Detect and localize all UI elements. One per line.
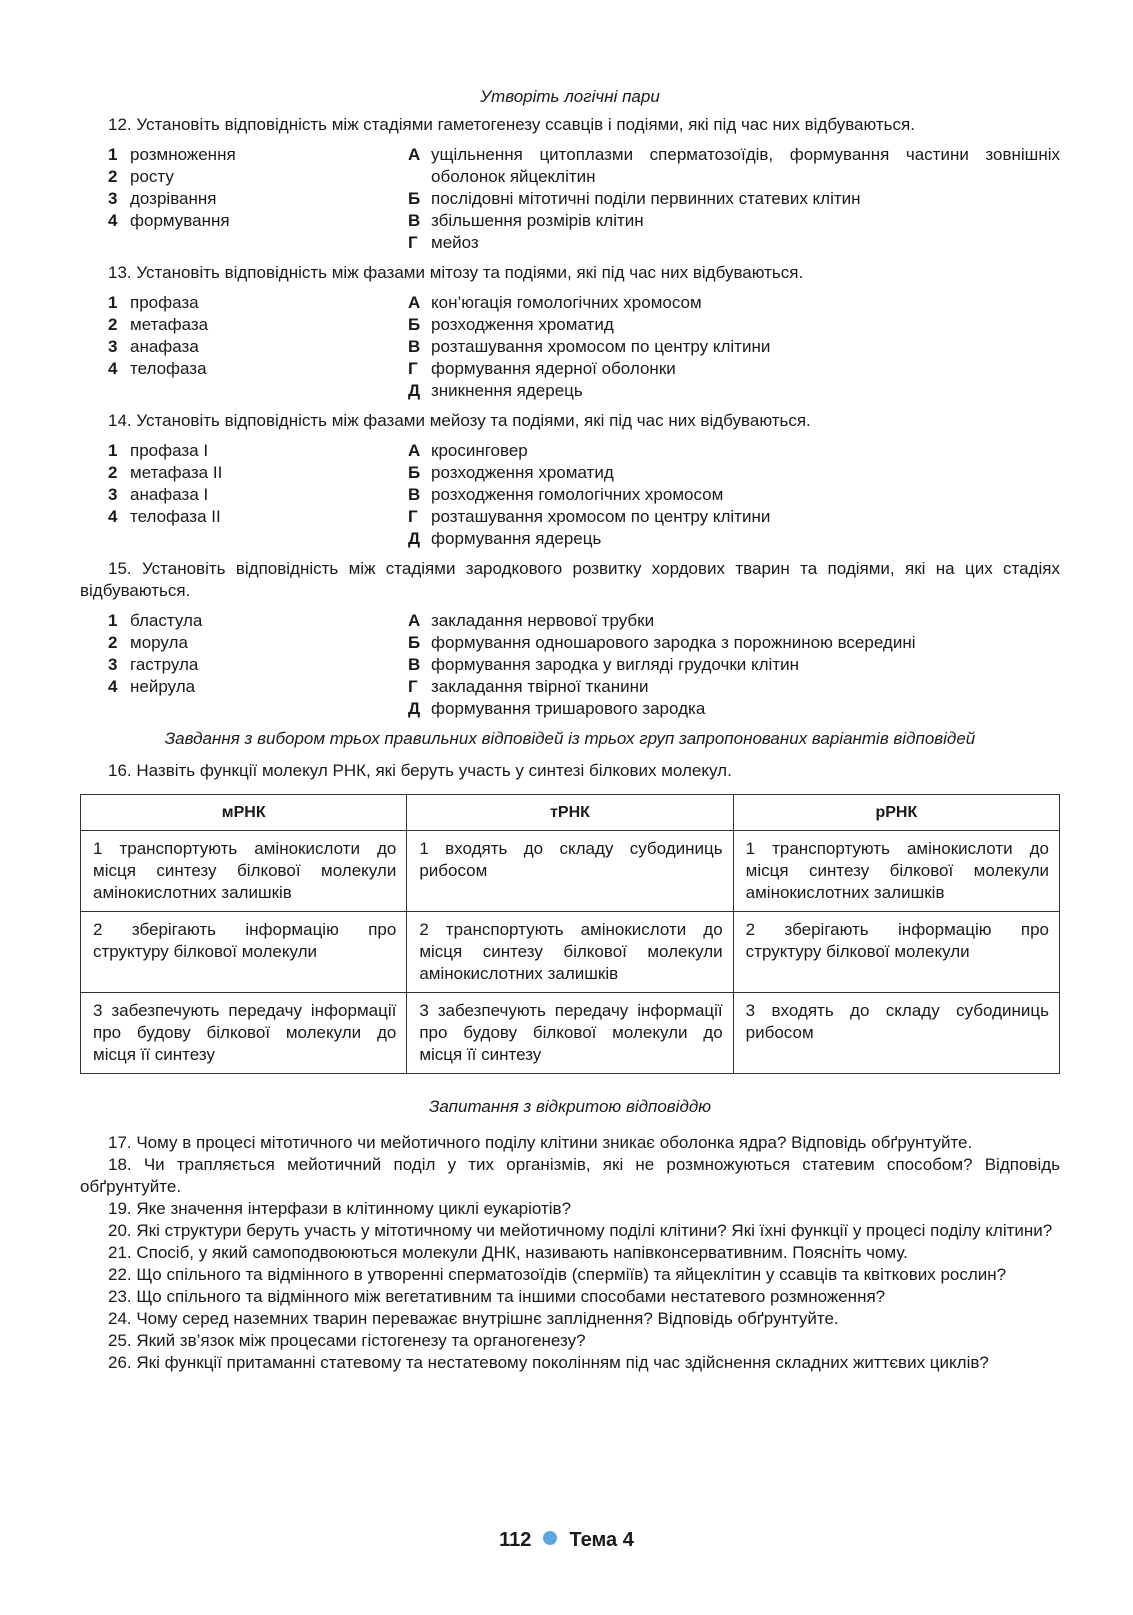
right-item: А закладання нервової трубки	[408, 611, 655, 630]
column-header: рРНК	[733, 795, 1059, 831]
table-cell: 1 входять до складу субодиниць рибосом	[407, 831, 733, 912]
right-item: А кросинговер	[408, 441, 528, 460]
left-item: 3 анафаза І	[108, 485, 209, 504]
open-question-21: 21. Спосіб, у який самоподвоюються молекули ДНК, називають напівконсервативним. Поясніть чому.	[108, 1243, 908, 1262]
section-title-three-choice: Завдання з вибором трьох правильних відповідей із трьох груп запропонованих варіантів відповідей	[164, 729, 976, 748]
right-item: Г розташування хромосом по центру клітини	[408, 507, 771, 526]
left-item: 2 метафаза ІІ	[108, 463, 223, 482]
left-item: 1 профаза І	[108, 441, 209, 460]
left-item: 1 профаза	[108, 293, 199, 312]
right-item: А ущільнення цитоплазми сперматозоїдів, формування частини зовнішніх оболонок яйцеклітин	[408, 145, 1060, 186]
table-cell: 2 транспортують амінокислоти до місця синтезу білкової молекули амінокислотних залишків	[407, 912, 733, 993]
open-question-23: 23. Що спільного та відмінного між вегетативним та іншими способами нестатевого розмноження?	[108, 1287, 886, 1306]
open-question-22: 22. Що спільного та відмінного в утворенні сперматозоїдів (сперміїв) та яйцеклітин у ссавців та квіткових рослин?	[108, 1265, 1007, 1284]
open-question-19: 19. Яке значення інтерфази в клітинному циклі еукаріотів?	[108, 1199, 572, 1218]
page-footer	[0, 1528, 1133, 1552]
open-question-20: 20. Які структури беруть участь у мітотичному чи мейотичному поділі клітини? Які їхні функції у процесі поділу клітини?	[108, 1221, 1053, 1240]
left-item: 1 бластула	[108, 611, 203, 630]
match-15	[80, 610, 1060, 720]
page-number: 112	[499, 1529, 532, 1551]
left-item: 2 метафаза	[108, 315, 209, 334]
page-content	[80, 86, 1060, 1374]
table-cell: 3 забезпечують передачу інформації про будову білкової молекули до місця її синтезу	[81, 993, 407, 1074]
match-12	[80, 144, 1060, 254]
right-item: Д зникнення ядерець	[408, 381, 583, 400]
right-item: А кон’югація гомологічних хромосом	[408, 293, 702, 312]
open-question-26: 26. Які функції притаманні статевому та нестатевому поколінням під час здійснення складних життєвих циклів?	[108, 1353, 989, 1372]
right-item: Б послідовні мітотичні поділи первинних статевих клітин	[408, 189, 861, 208]
table-cell: 3 входять до складу субодиниць рибосом	[733, 993, 1059, 1074]
open-question-18: 18. Чи трапляється мейотичний поділ у тих організмів, які не розмножуються статевим способом? Відповідь обґрунтуйте.	[80, 1155, 1060, 1196]
right-item: В розходження гомологічних хромосом	[408, 485, 724, 504]
left-item: 2 морула	[108, 633, 188, 652]
table-cell: 1 транспортують амінокислоти до місця синтезу білкової молекули амінокислотних залишків	[81, 831, 407, 912]
left-item: 4 телофаза	[108, 359, 207, 378]
match-13	[80, 292, 1060, 402]
right-item: Б розходження хроматид	[408, 315, 614, 334]
right-item: Б формування одношарового зародка з порожниною всередині	[408, 633, 916, 652]
section-title-open-questions: Запитання з відкритою відповіддю	[428, 1097, 712, 1116]
right-item: Д формування тришарового зародка	[408, 699, 706, 718]
open-question-24: 24. Чому серед наземних тварин переважає внутрішнє запліднення? Відповідь обґрунтуйте.	[108, 1309, 839, 1328]
left-item: 3 анафаза	[108, 337, 199, 356]
topic-label: Тема 4	[569, 1529, 634, 1551]
right-item: Г мейоз	[408, 233, 479, 252]
table-cell: 2 зберігають інформацію про структуру білкової молекули	[733, 912, 1059, 993]
left-item: 2 росту	[108, 167, 174, 186]
rna-functions-table	[80, 794, 1060, 1074]
left-item: 4 формування	[108, 211, 230, 230]
right-item: Г формування ядерної оболонки	[408, 359, 676, 378]
right-item: Г закладання твірної тканини	[408, 677, 649, 696]
bullet-dot-icon	[543, 1531, 557, 1545]
table-cell: 3 забезпечують передачу інформації про будову білкової молекули до місця її синтезу	[407, 993, 733, 1074]
column-header: тРНК	[407, 795, 733, 831]
table-row	[81, 993, 1060, 1074]
section-title-logical-pairs: Утворіть логічні пари	[480, 87, 660, 106]
right-item: Б розходження хроматид	[408, 463, 614, 482]
right-item: В збільшення розмірів клітин	[408, 211, 644, 230]
left-item: 4 нейрула	[108, 677, 196, 696]
question-13: 13. Установіть відповідність між фазами мітозу та подіями, які під час них відбуваються.	[108, 263, 804, 282]
question-12: 12. Установіть відповідність між стадіями гаметогенезу ссавців і подіями, які під час них відбуваються.	[108, 115, 915, 134]
right-item: В формування зародка у вигляді грудочки клітин	[408, 655, 799, 674]
right-item: В розташування хромосом по центру клітини	[408, 337, 771, 356]
question-15: 15. Установіть відповідність між стадіями зародкового розвитку хордових тварин та подіями, які на цих стадіях відбуваються.	[80, 559, 1060, 600]
left-item: 3 гаструла	[108, 655, 199, 674]
match-14	[80, 440, 1060, 550]
question-14: 14. Установіть відповідність між фазами мейозу та подіями, які під час них відбуваються.	[108, 411, 811, 430]
left-item: 4 телофаза ІІ	[108, 507, 221, 526]
open-questions-list	[80, 1132, 1060, 1374]
question-16: 16. Назвіть функції молекул РНК, які беруть участь у синтезі білкових молекул.	[108, 761, 732, 780]
column-header: мРНК	[81, 795, 407, 831]
open-question-25: 25. Який зв’язок між процесами гістогенезу та органогенезу?	[108, 1331, 586, 1350]
left-item: 3 дозрівання	[108, 189, 217, 208]
open-question-17: 17. Чому в процесі мітотичного чи мейотичного поділу клітини зникає оболонка ядра? Відповідь обґрунтуйте.	[108, 1133, 973, 1152]
table-row	[81, 831, 1060, 912]
table-cell: 1 транспортують амінокислоти до місця синтезу білкової молекули амінокислотних залишків	[733, 831, 1059, 912]
table-cell: 2 зберігають інформацію про структуру білкової молекули	[81, 912, 407, 993]
table-row	[81, 912, 1060, 993]
right-item: Д формування ядерець	[408, 529, 602, 548]
left-item: 1 розмноження	[108, 145, 236, 164]
table-header-row	[81, 795, 1060, 831]
